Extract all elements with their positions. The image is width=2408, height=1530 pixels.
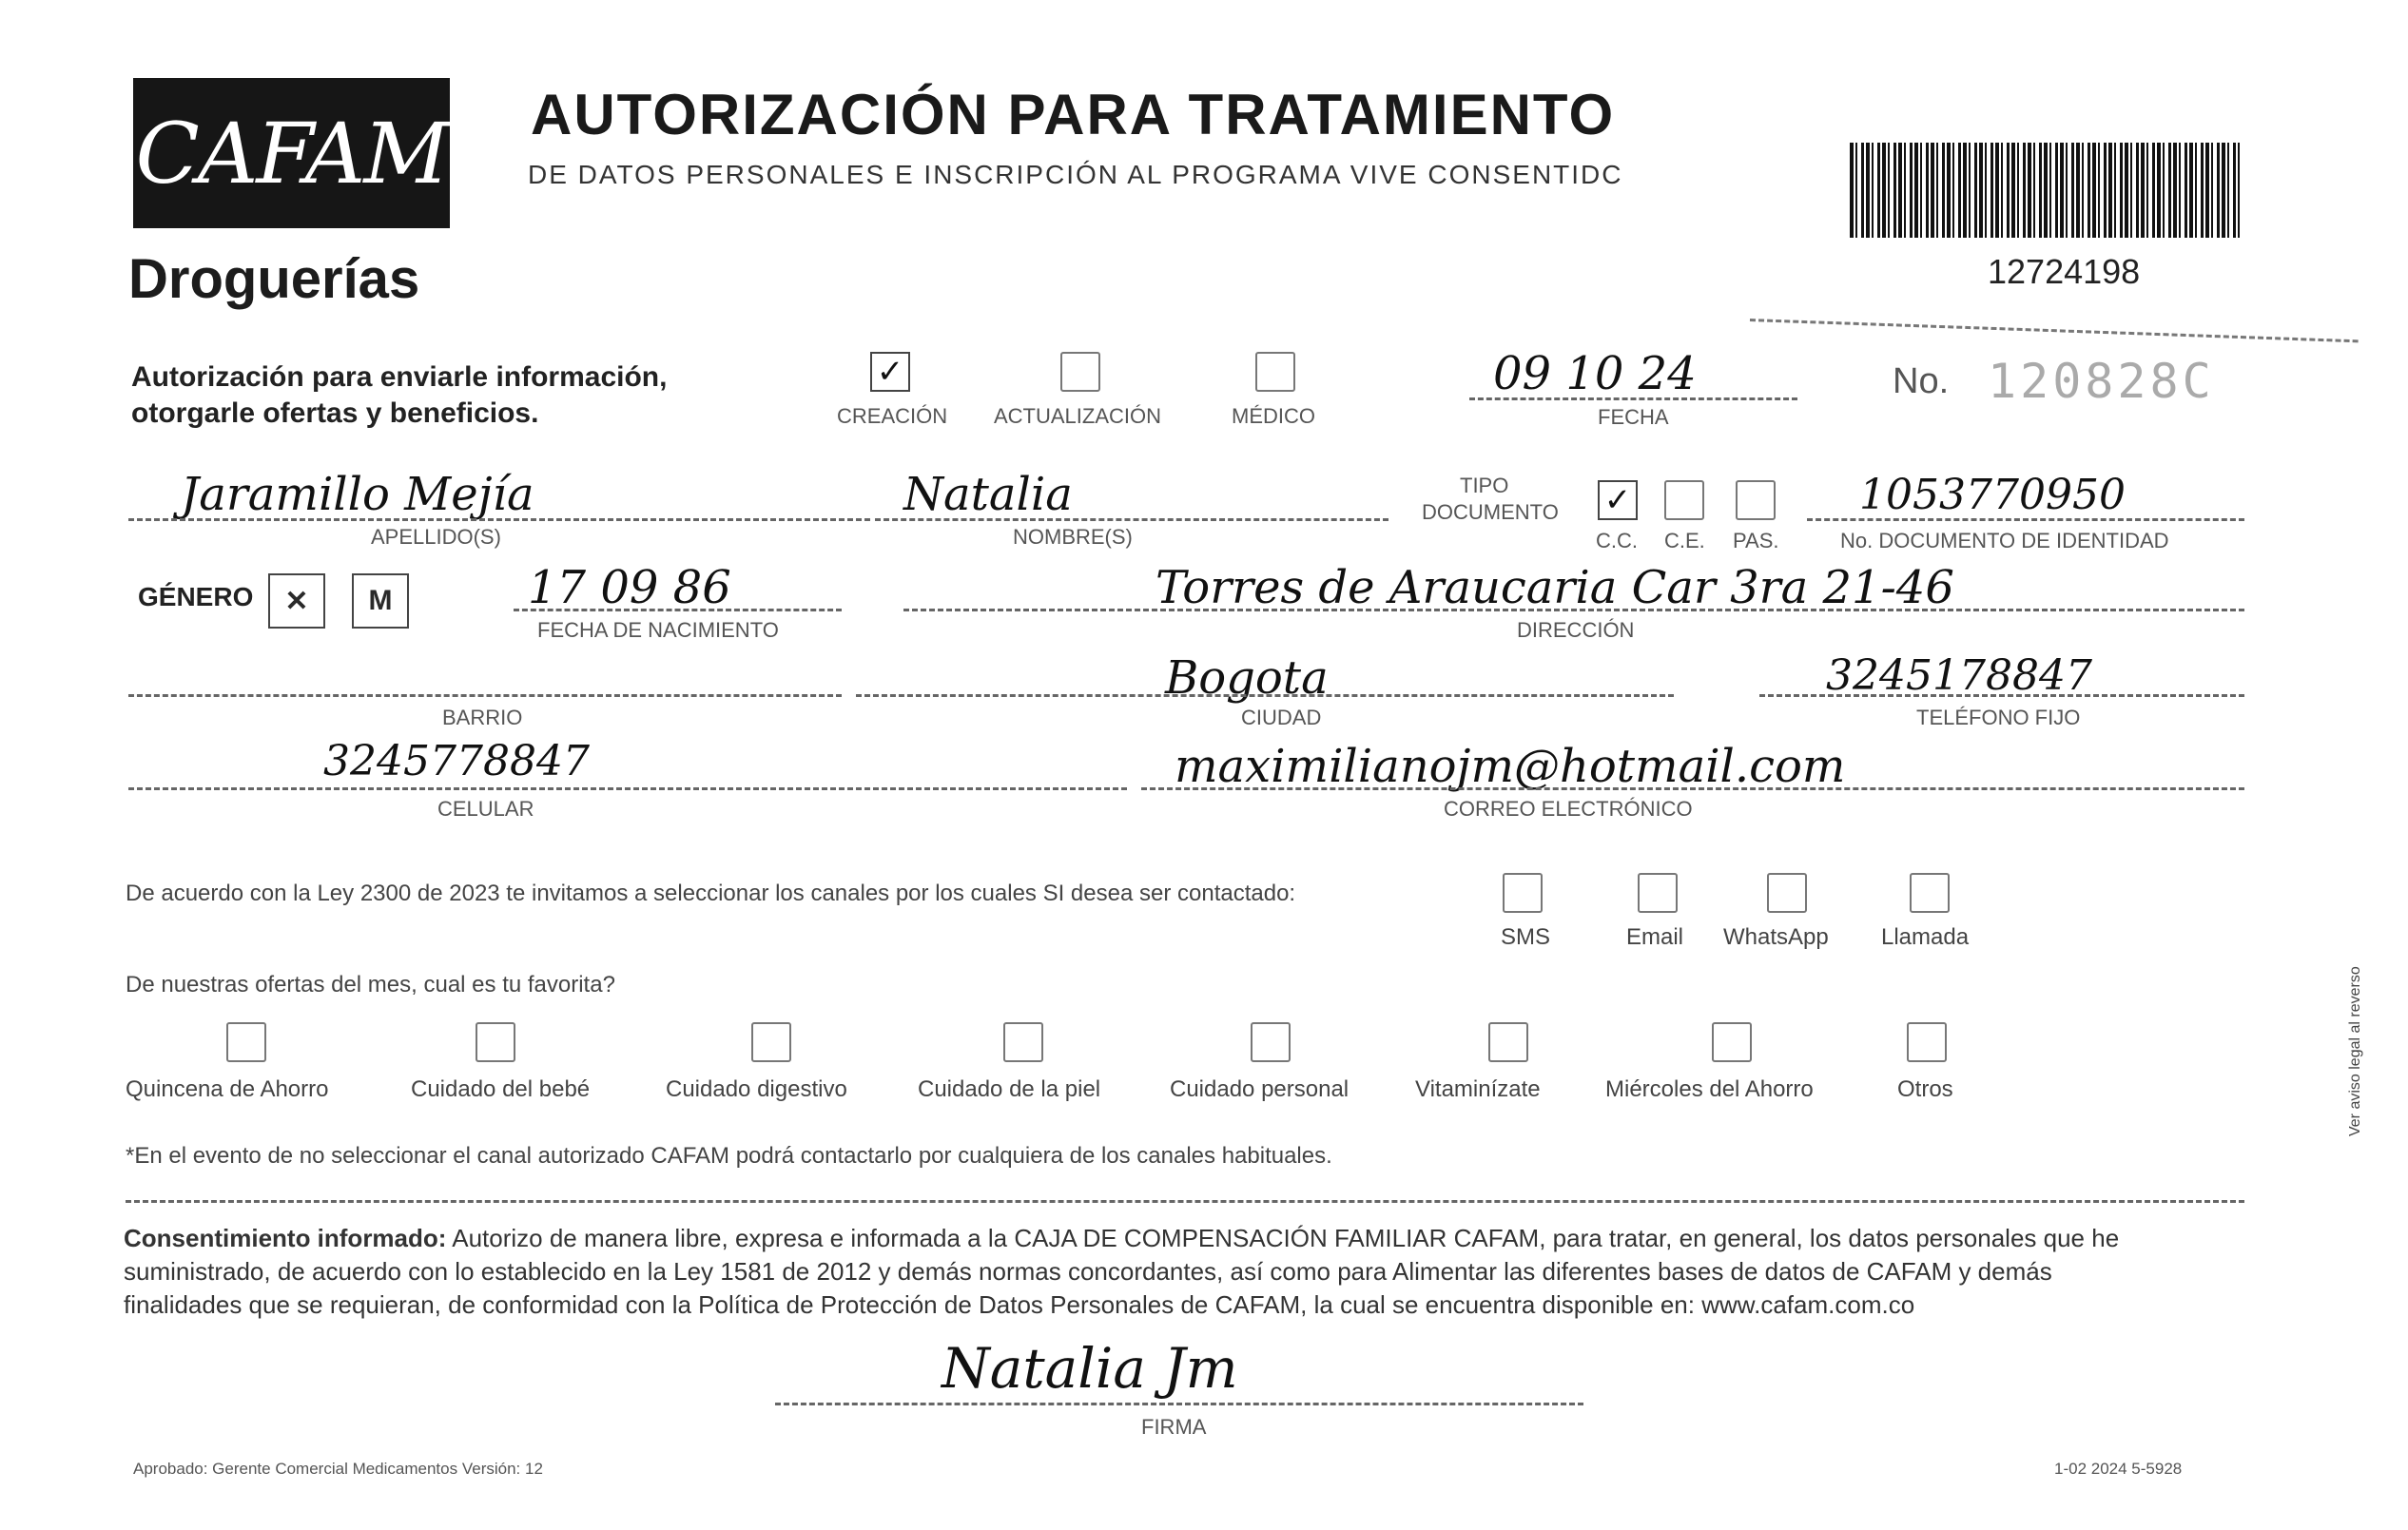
date-value[interactable]: 09 10 24 <box>1493 347 1697 400</box>
consent-line3: finalidades que se requieran, de conformidad con la Política de Protección de Datos Personales de CAFAM, la cual se encuentra disponible en: www.cafam.com.co <box>124 1290 1915 1319</box>
email-label: CORREO ELECTRÓNICO <box>1444 797 1693 821</box>
offer-otros-label: Otros <box>1897 1076 1953 1102</box>
actualizacion-checkbox[interactable] <box>1060 352 1100 392</box>
form-title: AUTORIZACIÓN PARA TRATAMIENTO <box>531 83 1616 146</box>
email-checkbox[interactable] <box>1638 873 1678 913</box>
sms-checkbox[interactable] <box>1503 873 1543 913</box>
email-option-label: Email <box>1626 924 1684 950</box>
creacion-checkbox[interactable] <box>870 352 910 392</box>
channel-note: *En el evento de no seleccionar el canal autorizado CAFAM podrá contactarlo por cualquiera de los canales habituales. <box>126 1143 1332 1169</box>
logo-text: CAFAM <box>135 104 448 203</box>
form-number: 120828C <box>1988 354 2215 409</box>
surname-value[interactable]: Jaramillo Mejía <box>181 468 534 521</box>
barrio-line <box>128 694 842 697</box>
offers-prompt: De nuestras ofertas del mes, cual es tu favorita? <box>126 972 615 997</box>
phone-line <box>1759 694 2244 697</box>
vertical-note: Ver aviso legal al reverso <box>2347 966 2363 1136</box>
cell-value[interactable]: 3245778847 <box>323 737 590 785</box>
consent-divider <box>126 1200 2244 1203</box>
date-line <box>1469 397 1797 400</box>
sms-label: SMS <box>1501 924 1551 950</box>
birth-line <box>514 609 842 611</box>
divider <box>1750 319 2359 342</box>
offer-quincena-checkbox[interactable] <box>226 1022 266 1062</box>
consent-block <box>124 1222 2254 1322</box>
email-line <box>1141 787 2244 790</box>
address-label: DIRECCIÓN <box>1517 618 1635 642</box>
doc-number-value[interactable]: 1053770950 <box>1859 471 2126 519</box>
address-line <box>903 609 2244 611</box>
pas-label: PAS. <box>1733 529 1779 552</box>
offer-bebe-checkbox[interactable] <box>476 1022 515 1062</box>
signature-value[interactable]: Natalia Jm <box>942 1336 1238 1401</box>
consent-heading: Consentimiento informado: <box>124 1224 447 1252</box>
medico-label: MÉDICO <box>1232 404 1315 428</box>
offer-bebe-label: Cuidado del bebé <box>411 1076 591 1102</box>
offer-quincena-label: Quincena de Ahorro <box>126 1076 329 1102</box>
offer-piel-checkbox[interactable] <box>1003 1022 1043 1062</box>
llamada-label: Llamada <box>1881 924 1970 950</box>
offer-piel-label: Cuidado de la piel <box>918 1076 1101 1102</box>
city-value[interactable]: Bogota <box>1165 651 1329 705</box>
medico-checkbox[interactable] <box>1255 352 1295 392</box>
address-value[interactable]: Torres de Araucaria Car 3ra 21-46 <box>1155 561 1954 614</box>
footer-code: 1-02 2024 5-5928 <box>2054 1460 2183 1478</box>
phone-label: TELÉFONO FIJO <box>1916 706 2081 729</box>
store-name: Droguerías <box>128 248 420 310</box>
name-line <box>875 518 1388 521</box>
cell-label: CELULAR <box>437 797 534 821</box>
signature-line <box>775 1403 1583 1405</box>
offer-miercoles-checkbox[interactable] <box>1712 1022 1752 1062</box>
offer-digestivo-label: Cuidado digestivo <box>666 1076 847 1102</box>
offer-digestivo-checkbox[interactable] <box>751 1022 791 1062</box>
barcode <box>1850 143 2240 238</box>
doc-type-label-1: TIPO <box>1460 474 1509 497</box>
date-label: FECHA <box>1598 405 1669 429</box>
pas-checkbox[interactable] <box>1736 480 1776 520</box>
ce-checkbox[interactable] <box>1664 480 1704 520</box>
consent-line1: Autorizo de manera libre, expresa e informada a la CAJA DE COMPENSACIÓN FAMILIAR CAFAM, para tratar, en general, los datos personales que he <box>452 1224 2120 1252</box>
x-mark-icon: ✕ <box>284 585 309 617</box>
authorization-label-line2: otorgarle ofertas y beneficios. <box>131 397 539 429</box>
cell-line <box>128 787 1127 790</box>
name-value[interactable]: Natalia <box>903 468 1073 521</box>
check-mark-icon: ✓ <box>1603 482 1632 518</box>
gender-f-checkbox[interactable] <box>268 573 325 629</box>
creacion-label: CREACIÓN <box>837 404 948 428</box>
name-label: NOMBRE(S) <box>1013 525 1133 549</box>
phone-value[interactable]: 3245178847 <box>1826 651 2092 700</box>
cc-label: C.C. <box>1596 529 1638 552</box>
city-line <box>856 694 1674 697</box>
llamada-checkbox[interactable] <box>1910 873 1950 913</box>
whatsapp-label: WhatsApp <box>1723 924 1829 950</box>
actualizacion-label: ACTUALIZACIÓN <box>994 404 1162 428</box>
offer-vitaminizate-checkbox[interactable] <box>1488 1022 1528 1062</box>
barrio-label: BARRIO <box>442 706 523 729</box>
offer-personal-checkbox[interactable] <box>1251 1022 1291 1062</box>
form-subtitle: DE DATOS PERSONALES E INSCRIPCIÓN AL PROGRAMA VIVE CONSENTIDC <box>528 160 1623 189</box>
check-mark-icon: ✓ <box>876 354 904 390</box>
footer-approved: Aprobado: Gerente Comercial Medicamentos Versión: 12 <box>133 1460 543 1478</box>
whatsapp-checkbox[interactable] <box>1767 873 1807 913</box>
authorization-label-line1: Autorización para enviarle información, <box>131 361 668 393</box>
city-label: CIUDAD <box>1241 706 1322 729</box>
channels-prompt: De acuerdo con la Ley 2300 de 2023 te invitamos a seleccionar los canales por los cuales SI desea ser contactado: <box>126 881 1296 906</box>
offer-personal-label: Cuidado personal <box>1170 1076 1350 1102</box>
cafam-logo <box>133 78 450 228</box>
signature-label: FIRMA <box>1141 1415 1207 1439</box>
gender-label: GÉNERO <box>138 582 254 611</box>
doc-number-label: No. DOCUMENTO DE IDENTIDAD <box>1840 529 2169 552</box>
surname-label: APELLIDO(S) <box>371 525 501 549</box>
cc-checkbox[interactable] <box>1598 480 1638 520</box>
birth-label: FECHA DE NACIMIENTO <box>537 618 779 642</box>
birth-value[interactable]: 17 09 86 <box>528 561 731 614</box>
authorization-label <box>131 359 667 432</box>
barcode-number: 12724198 <box>1988 252 2141 291</box>
doc-number-line <box>1807 518 2244 521</box>
doc-type-label-2: DOCUMENTO <box>1422 500 1559 524</box>
consent-line2: suministrado, de acuerdo con lo establecido en la Ley 1581 de 2012 y demás normas concordantes, así como para Alimentar las diferentes bases de datos de CAFAM y demás <box>124 1257 2052 1286</box>
gender-m-checkbox[interactable] <box>352 573 409 629</box>
offer-miercoles-label: Miércoles del Ahorro <box>1605 1076 1814 1102</box>
offer-vitaminizate-label: Vitaminízate <box>1415 1076 1541 1102</box>
number-label: No. <box>1893 361 1950 401</box>
ce-label: C.E. <box>1664 529 1705 552</box>
email-value[interactable]: maximilianojm@hotmail.com <box>1175 740 1846 793</box>
surname-line <box>128 518 870 521</box>
offer-otros-checkbox[interactable] <box>1907 1022 1947 1062</box>
gender-m-label: M <box>368 585 393 616</box>
